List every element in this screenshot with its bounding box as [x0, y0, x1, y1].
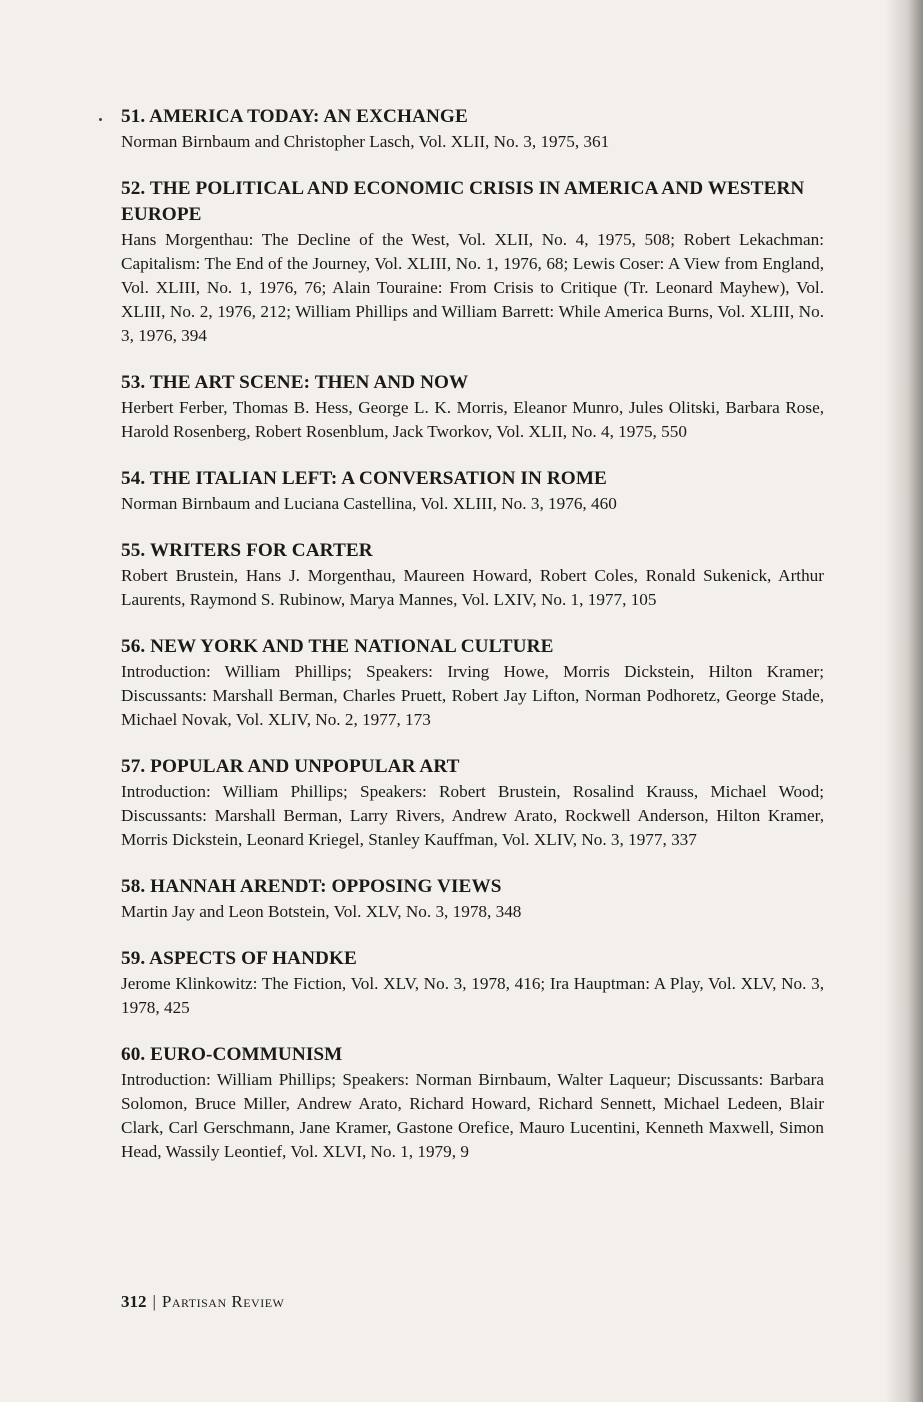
page-footer [121, 1292, 284, 1312]
page-edge-shadow [885, 0, 923, 1402]
entry-body: Herbert Ferber, Thomas B. Hess, George L. K. Morris, Eleanor Munro, Jules Olitski, Barbara Rose, Harold Rosenberg, Robert Rosenblum, Jack Tworkov, Vol. XLII, No. 4, 1975, 550 [121, 398, 824, 441]
entry-body: Introduction: William Phillips; Speakers: Norman Birnbaum, Walter Laqueur; Discussants: Barbara Solomon, Bruce Miller, Andrew Arato, Richard Howard, Richard Sennett, Michael Ledeen, Blair Clark, Carl Gerschmann, Jane Kramer, Gastone Orefice, Mauro Lucentini, Kenneth Maxwell, Simon Head, Wassily Leontief, Vol. XLVI, No. 1, 1979, 9 [121, 1070, 824, 1161]
index-entry-56 [121, 634, 824, 732]
entry-title: 60. EURO-COMMUNISM [121, 1044, 343, 1065]
index-entry-59 [121, 946, 824, 1020]
index-entry-54 [121, 466, 824, 516]
entry-title: 51. AMERICA TODAY: AN EXCHANGE [121, 106, 468, 127]
index-entry-52 [121, 176, 824, 348]
index-entry-53 [121, 370, 824, 444]
entry-title: 54. THE ITALIAN LEFT: A CONVERSATION IN ROME [121, 468, 607, 489]
entry-title: 57. POPULAR AND UNPOPULAR ART [121, 756, 460, 777]
entry-body: Introduction: William Phillips; Speakers: Robert Brustein, Rosalind Krauss, Michael Wood; Discussants: Marshall Berman, Larry Rivers, Andrew Arato, Rockwell Anderson, Hilton Kramer, Morris Dickstein, Leonard Kriegel, Stanley Kauffman, Vol. XLIV, No. 3, 1977, 337 [121, 782, 824, 849]
journal-name: Partisan Review [161, 1292, 285, 1311]
page-number: 312 [121, 1292, 147, 1311]
index-entry-60 [121, 1042, 824, 1164]
footer-separator: | [152, 1292, 156, 1311]
entry-body: Hans Morgenthau: The Decline of the West, Vol. XLII, No. 4, 1975, 508; Robert Lekachman: Capitalism: The End of the Journey, Vol. XLIII, No. 1, 1976, 68; Lewis Coser: A View from England, Vol. XLIII, No. 1, 1976, 76; Alain Touraine: From Crisis to Critique (Tr. Leonard Mayhew), Vol. XLIII, No. 2, 1976, 212; William Phillips and William Barrett: While America Burns, Vol. XLIII, No. 3, 1976, 394 [121, 230, 824, 345]
entry-body: Norman Birnbaum and Luciana Castellina, Vol. XLIII, No. 3, 1976, 460 [121, 494, 617, 513]
entry-title: 55. WRITERS FOR CARTER [121, 540, 373, 561]
index-entry-55 [121, 538, 824, 612]
index-list [121, 104, 824, 1186]
index-entry-57 [121, 754, 824, 852]
margin-mark [99, 118, 102, 121]
index-entry-51 [121, 104, 824, 154]
entry-title: 56. NEW YORK AND THE NATIONAL CULTURE [121, 636, 554, 657]
entry-title: 58. HANNAH ARENDT: OPPOSING VIEWS [121, 876, 502, 897]
entry-body: Norman Birnbaum and Christopher Lasch, Vol. XLII, No. 3, 1975, 361 [121, 132, 610, 151]
entry-body: Jerome Klinkowitz: The Fiction, Vol. XLV, No. 3, 1978, 416; Ira Hauptman: A Play, Vol. XLV, No. 3, 1978, 425 [121, 974, 824, 1017]
entry-title: 53. THE ART SCENE: THEN AND NOW [121, 372, 469, 393]
entry-body: Introduction: William Phillips; Speakers: Irving Howe, Morris Dickstein, Hilton Kramer; Discussants: Marshall Berman, Charles Pruett, Robert Jay Lifton, Norman Podhoretz, George Stade, Michael Novak, Vol. XLIV, No. 2, 1977, 173 [121, 662, 824, 729]
entry-body: Robert Brustein, Hans J. Morgenthau, Maureen Howard, Robert Coles, Ronald Sukenick, Arthur Laurents, Raymond S. Rubinow, Marya Mannes, Vol. LXIV, No. 1, 1977, 105 [121, 566, 824, 609]
entry-body: Martin Jay and Leon Botstein, Vol. XLV, No. 3, 1978, 348 [121, 902, 522, 921]
entry-title: 59. ASPECTS OF HANDKE [121, 948, 357, 969]
index-entry-58 [121, 874, 824, 924]
entry-title: 52. THE POLITICAL AND ECONOMIC CRISIS IN AMERICA AND WESTERN EUROPE [121, 178, 805, 225]
